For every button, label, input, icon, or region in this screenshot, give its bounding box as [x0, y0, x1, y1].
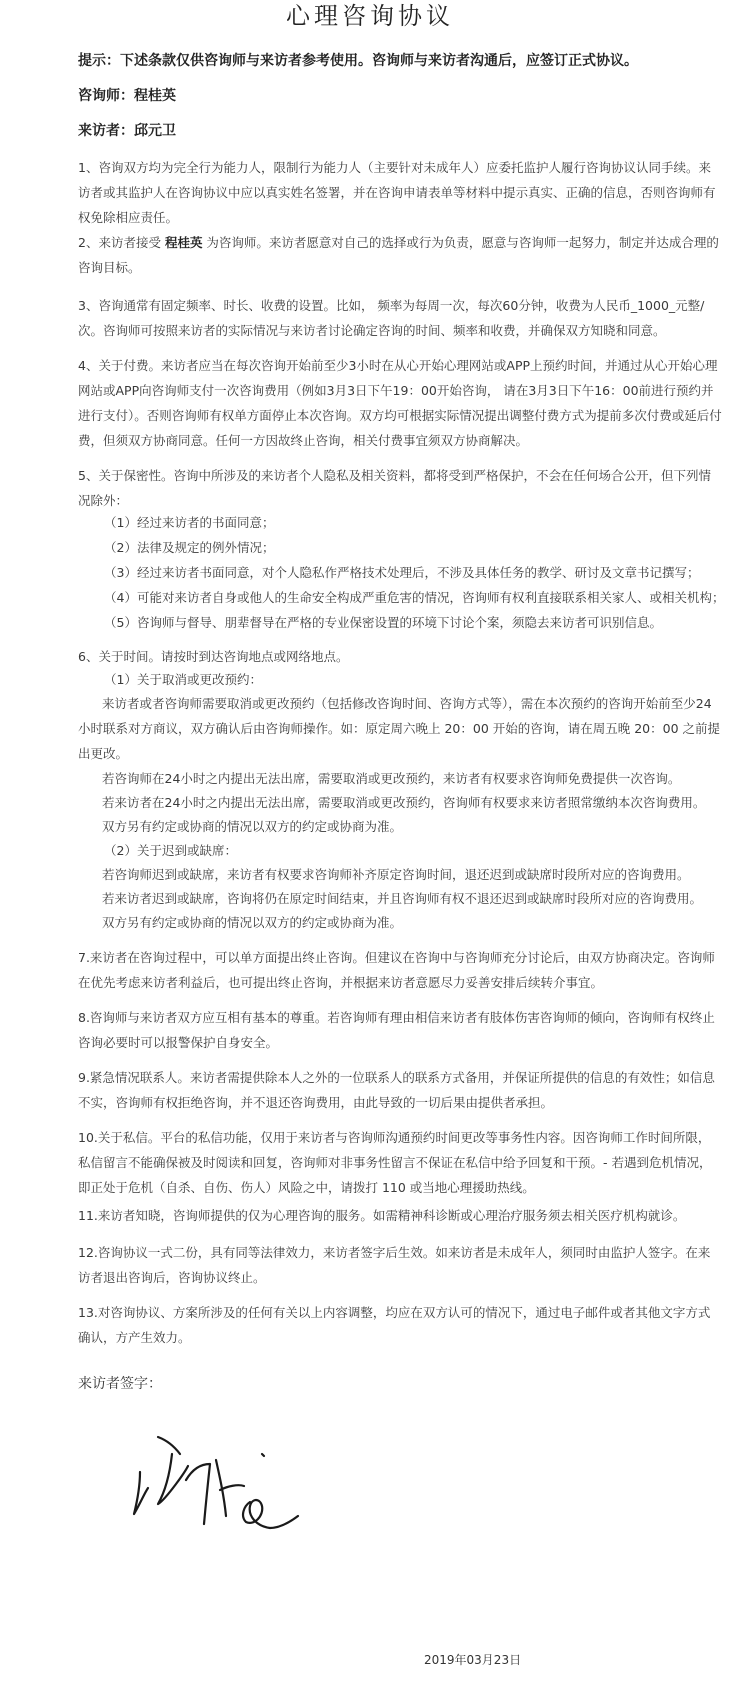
- clause-5-item-5: （5）咨询师与督导、朋辈督导在严格的专业保密设置的环境下讨论个案，须隐去来访者可识别信息。: [104, 615, 662, 630]
- clause-6-section-2-para-3: 双方另有约定或协商的情况以双方的约定或协商为准。: [102, 915, 403, 930]
- clause-6-section-1-para-1: 来访者或者咨询师需要取消或更改预约（包括修改咨询时间、咨询方式等），需在本次预约的咨询开始前至少24小时联系对方商议，双方确认后由咨询师操作。如：原定周六晚上 20：00 开始的咨询，请在周五晚 20：00 之前提出更改。: [78, 696, 721, 761]
- clause-2-suffix: 为咨询师。来访者愿意对自己的选择或行为负责，愿意与咨询师一起努力，制定并达成合理的咨询目标。: [78, 235, 719, 275]
- clause-12: 12.咨询协议一式二份，具有同等法律效力，来访者签字后生效。如来访者是未成年人，须同时由监护人签字。在来访者退出咨询后，咨询协议终止。: [78, 1245, 711, 1285]
- clause-13: 13.对咨询协议、方案所涉及的任何有关以上内容调整，均应在双方认可的情况下，通过电子邮件或者其他文字方式确认，方产生效力。: [78, 1305, 711, 1345]
- clause-3: 3、咨询通常有固定频率、时长、收费的设置。比如， 频率为每周一次，每次60分钟，收费为人民币_1000_元整/次。咨询师可按照来访者的实际情况与来访者讨论确定咨询的时间、频率和收费，并确保双方知晓和同意。: [78, 298, 705, 338]
- clause-7: 7.来访者在咨询过程中，可以单方面提出终止咨询。但建议在咨询中与咨询师充分讨论后，由双方协商决定。咨询师在优先考虑来访者利益后，也可提出终止咨询，并根据来访者意愿尽力妥善安排后续转介事宜。: [78, 950, 715, 990]
- signature-label: 来访者签字：: [78, 1376, 162, 1392]
- clause-6-section-2-para-1: 若咨询师迟到或缺席，来访者有权要求咨询师补齐原定咨询时间，退还迟到或缺席时段所对应的咨询费用。: [102, 867, 690, 882]
- clause-2-prefix: 2、来访者接受: [78, 235, 165, 250]
- notice-text: 提示：下述条款仅供咨询师与来访者参考使用。咨询师与来访者沟通后，应签订正式协议。: [78, 53, 638, 69]
- handwritten-signature: [130, 1432, 330, 1562]
- clause-5-item-3: （3）经过来访者书面同意，对个人隐私作严格技术处理后，不涉及具体任务的教学、研讨及文章书记撰写；: [104, 565, 700, 580]
- signature-date: 2019年03月23日: [424, 1653, 522, 1667]
- clause-6: 6、关于时间。请按时到达咨询地点或网络地点。: [78, 649, 349, 664]
- clause-8: 8.咨询师与来访者双方应互相有基本的尊重。若咨询师有理由相信来访者有肢体伤害咨询师的倾向，咨询师有权终止咨询必要时可以报警保护自身安全。: [78, 1010, 715, 1050]
- clause-11: 11.来访者知晓，咨询师提供的仅为心理咨询的服务。如需精神科诊断或心理治疗服务须去相关医疗机构就诊。: [78, 1208, 686, 1223]
- clause-5-item-2: （2）法律及规定的例外情况；: [104, 540, 275, 555]
- clause-1: 1、咨询双方均为完全行为能力人，限制行为能力人（主要针对未成年人）应委托监护人履行咨询协议认同手续。来访者或其监护人在咨询协议中应以真实姓名签署，并在咨询申请表单等材料中提示真实、正确的信息，否则咨询师有权免除相应责任。: [78, 160, 716, 225]
- counselor-line: 咨询师：程桂英: [78, 88, 176, 104]
- clause-6-section-2-para-2: 若来访者迟到或缺席，咨询将仍在原定时间结束，并且咨询师有权不退还迟到或缺席时段所对应的咨询费用。: [102, 891, 703, 906]
- clause-6-section-1-para-3: 若来访者在24小时之内提出无法出席，需要取消或更改预约，咨询师有权要求来访者照常缴纳本次咨询费用。: [102, 795, 706, 810]
- clause-2: [78, 230, 722, 280]
- clause-5: 5、关于保密性。咨询中所涉及的来访者个人隐私及相关资料，都将受到严格保护，不会在任何场合公开，但下列情况除外：: [78, 468, 711, 508]
- clause-9: 9.紧急情况联系人。来访者需提供除本人之外的一位联系人的联系方式备用，并保证所提供的信息的有效性；如信息不实，咨询师有权拒绝咨询，并不退还咨询费用，由此导致的一切后果由提供者承担。: [78, 1070, 715, 1110]
- clause-10: 10.关于私信。平台的私信功能，仅用于来访者与咨询师沟通预约时间更改等事务性内容。因咨询师工作时间所限，私信留言不能确保被及时阅读和回复，咨询师对非事务性留言不保证在私信中给予回复和干预。- 若遇到危机情况，即正处于危机（自杀、自伤、伤人）风险之中，请拨打 110 或当地心理援助热线。: [78, 1130, 712, 1195]
- clause-6-section-2: （2）关于迟到或缺席：: [104, 843, 237, 858]
- clause-2-counselor-name: 程桂英: [164, 235, 203, 250]
- clause-6-section-1: （1）关于取消或更改预约：: [104, 672, 262, 687]
- clause-5-item-1: （1）经过来访者的书面同意；: [104, 515, 275, 530]
- clause-5-item-4: （4）可能对来访者自身或他人的生命安全构成严重危害的情况，咨询师有权利直接联系相关家人、或相关机构；: [104, 590, 725, 605]
- clause-6-section-1-para-4: 双方另有约定或协商的情况以双方的约定或协商为准。: [102, 819, 403, 834]
- client-line: 来访者：邱元卫: [78, 123, 176, 139]
- clause-6-section-1-para-2: 若咨询师在24小时之内提出无法出席，需要取消或更改预约，来访者有权要求咨询师免费提供一次咨询。: [102, 771, 681, 786]
- document-title: 心理咨询协议: [286, 2, 454, 30]
- clause-4: 4、关于付费。来访者应当在每次咨询开始前至少3小时在从心开始心理网站或APP上预约时间，并通过从心开始心理网站或APP向咨询师支付一次咨询费用（例如3月3日下午19：00开始咨询， 请在3月3日下午16：00前进行预约并进行支付）。否则咨询师有权单方面停止本次咨询。双方均可根据实际情况提出调整付费方式为提前多次付费或延后付费，但须双方协商同意。任何一方因故终止咨询，相关付费事宜须双方协商解决。: [78, 358, 722, 448]
